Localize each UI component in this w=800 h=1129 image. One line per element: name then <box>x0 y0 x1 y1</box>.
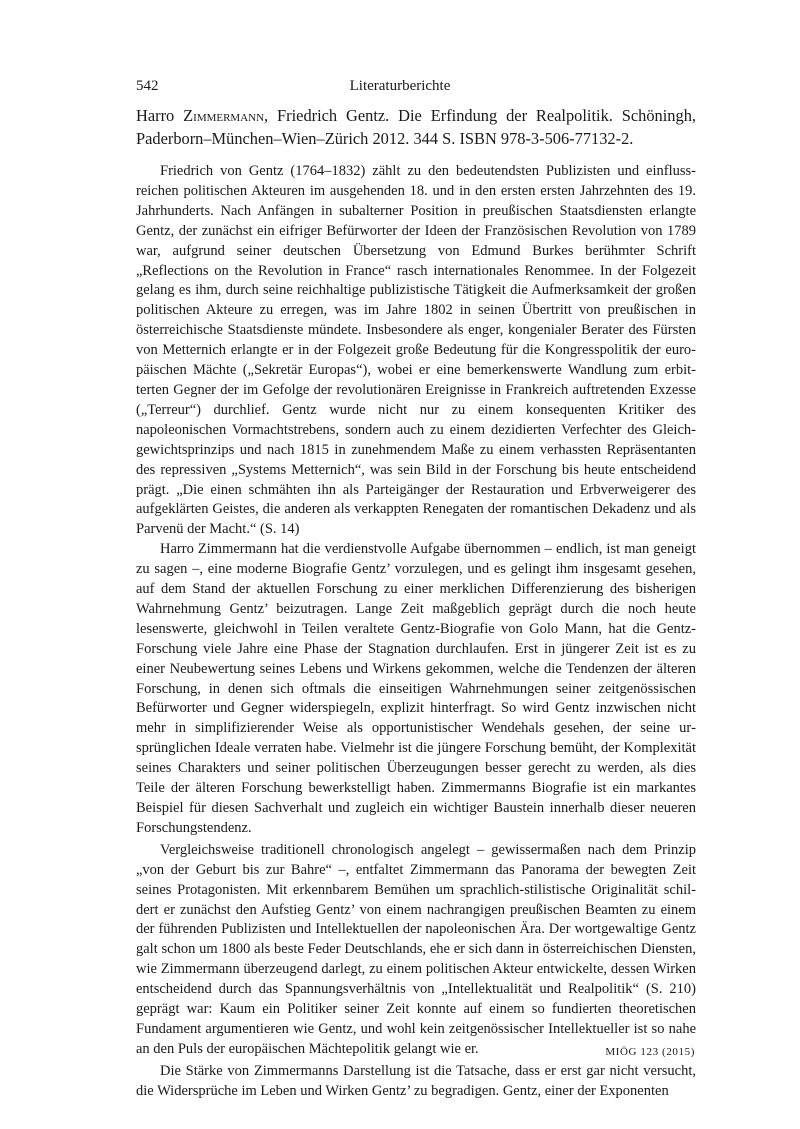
citation-author-first: Harro <box>136 106 184 125</box>
book-citation <box>136 104 696 150</box>
review-body <box>136 162 696 1102</box>
paragraph-3: Vergleichsweise traditionell chronologisch angelegt – gewissermaßen nach dem Prinzip „von der Geburt bis zur Bahre“ –, entfaltet Zimmermann das Panorama der bewegten Zeit seines Protagonisten. Mit erkennbarem Bemühen um sprachlich-stilistische Originalität schildert er zunächst den Aufstieg Gentz’ von einem nachrangigen preußischen Beamten zu einem der führenden Publizisten und Intellektuellen der napoleonischen Ära. Der wortgewaltige Gentz galt schon um 1800 als beste Feder Deutschlands, ehe er sich dann in österreichischen Diensten, wie Zimmermann überzeugend darlegt, zu einem politischen Akteur entwickelte, dessen Wirken entscheidend durch das Spannungsverhältnis von „Intellektualität und Realpolitik“ (S. 210) geprägt war: Kaum ein Politiker seiner Zeit konnte auf einem so fundierten theoretischen Fundament argumentieren wie Gentz, und wohl kein zeitgenössischer Intellektueller ist so nahe an den Puls der europäischen Mächtepolitik gelangt wie er. <box>136 841 696 1057</box>
citation-author-last: Zimmermann <box>183 106 265 125</box>
paragraph-4: Die Stärke von Zimmermanns Darstellung ist die Tatsache, dass er erst gar nicht versucht, die Widersprüche im Leben und Wirken Gentz’ zu begradigen. Gentz, einer der Exponenten <box>136 1062 696 1099</box>
page-number: 542 <box>136 78 159 94</box>
journal-footer: MIÖG 123 (2015) <box>605 1046 695 1058</box>
running-head: Literaturberichte <box>349 78 451 94</box>
paragraph-2: Harro Zimmermann hat die verdienstvolle Aufgabe übernommen – endlich, ist man geneigt zu sagen –, eine moderne Biografie Gentz’ vorzulegen, und es gelingt ihm insgesamt gesehen, auf dem Stand der aktuellen Forschung zu einer merklichen Differenzierung des bisherigen Wahrnehmung Gentz’ beizutragen. Lange Zeit maßgeblich geprägt durch die noch heute lesenswerte, gleichwohl in Teilen veraltete Gentz-Biografie von Golo Mann, hat die Gentz-Forschung viele Jahre eine Phase der Stagnation durchlaufen. Erst in jüngerer Zeit ist es zu einer Neubewertung seines Lebens und Wirkens gekommen, welche die Tendenzen der älteren Forschung, in denen sich oftmals die einseitigen Wahrnehmungen seiner zeitgenössischen Befürworter und Gegner widerspiegeln, explizit hinterfragt. So wird Gentz inzwischen nicht mehr in simplifizierender Weise als opportunistischer Wendehals gesehen, der seine ursprünglichen Ideale verraten habe. Vielmehr ist die jüngere Forschung bemüht, der Komplexität seines Charakters und seiner politischen Überzeugungen besser gerecht zu werden, als dies Teile der älteren Forschung bewerkstelligt haben. Zimmermanns Biografie ist ein markantes Beispiel für diesen Sachverhalt und zugleich ein wichtiger Baustein innerhalb dieser neueren Forschungstendenz. <box>136 541 696 836</box>
citation-details: , Friedrich Gentz. Die Erfindung der Realpolitik. Schöningh, Paderborn–München–Wien–Zürich 2012. 344 S. ISBN 978-3-506-77132-2. <box>136 106 696 148</box>
paragraph-1: Friedrich von Gentz (1764–1832) zählt zu den bedeutendsten Publizisten und einflussreichen politischen Akteuren im ausgehenden 18. und in den ersten ersten Jahrzehnten des 19. Jahrhunderts. Nach Anfängen in subalterner Position in preußischen Staatsdiensten erlangte Gentz, der zunächst ein eifriger Befürworter der Ideen der Französischen Revolution von 1789 war, aufgrund seiner deutschen Übersetzung von Edmund Burkes berühmter Schrift „Reflections on the Revolution in France“ rasch internationales Renommee. In der Folgezeit gelang es ihm, durch seine reichhaltige publizistische Tätigkeit die Aufmerksamkeit der großen politischen Akteure zu erregen, was im Jahre 1802 in seinen Übertritt von preußischen in österreichische Staatsdienste mündete. Insbesondere als enger, kongenialer Berater des Fürsten von Metternich erlangte er in der Folgezeit große Bedeutung für die Kongresspolitik der europäischen Mächte („Sekretär Europas“), wobei er eine bemerkenswerte Wandlung zum erbitterten Gegner der im Gefolge der revolutionären Ereignisse in Frankreich auftretenden Exzesse („Terreur“) durchlief. Gentz wurde nicht nur zu einem konsequenten Kritiker des napoleonischen Vormachtstrebens, sondern auch zu einem dezidierten Verfechter des Gleichgewichtsprinzips und nach 1815 in zunehmendem Maße zu einem verhassten Repräsentanten des repressiven „Systems Metternich“, was sein Bild in der Forschung bis heute entscheidend prägt. „Die einen schmähten ihn als Parteigänger der Restauration und Erbverweigerer des aufgeklärten Geistes, die anderen als verkappten Renegaten der romantischen Dekadenz und als Parvenü der Macht.“ (S. 14) <box>136 163 696 538</box>
